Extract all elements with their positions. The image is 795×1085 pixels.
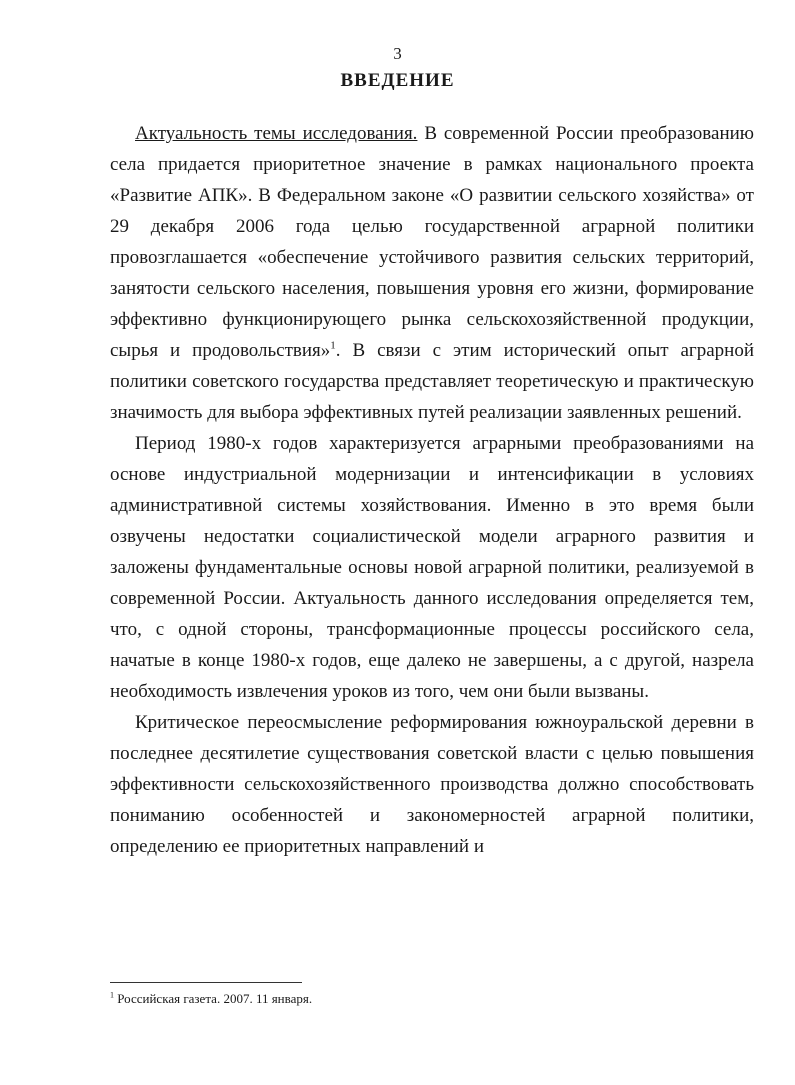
page-title: ВВЕДЕНИЕ: [340, 70, 455, 91]
paragraph-1-text-a: В современной России преобразованию села придается приоритетное значение в рамках национального проекта «Развитие АПК». В Федеральном законе «О развитии сельского хозяйства» от 29 декабря 2006 года целью государственной аграрной политики провозглашается «обеспечение устойчивого развития сельских территорий, занятости сельского населения, повышения уровня его жизни, формирование эффективно функционирующего рынка сельскохозяйственной продукции, сырья и продовольствия»: [110, 123, 754, 361]
paragraph-1: [110, 118, 754, 428]
paragraph-2: Период 1980-х годов характеризуется аграрными преобразованиями на основе индустриальной модернизации и интенсификации в условиях административной системы хозяйствования. Именно в это время были озвучены недостатки социалистической модели аграрного развития и заложены фундаментальные основы новой аграрной политики, реализуемой в современной России. Актуальность данного исследования определяется тем, что, с одной стороны, трансформационные процессы российского села, начатые в конце 1980-х годов, еще далеко не завершены, а с другой, назрела необходимость извлечения уроков из того, чем они были вызваны.: [110, 433, 754, 702]
footnote-mark: 1: [110, 990, 114, 1000]
paragraph-3: Критическое переосмысление реформирования южноуральской деревни в последнее десятилетие существования советской власти с целью повышения эффективности сельскохозяйственного производства должно способствовать пониманию особенностей и закономерностей аграрной политики, определению ее приоритетных направлений и: [110, 712, 754, 857]
paragraph-1-text-b: . В связи с этим исторический опыт аграрной политики советского государства представляет теоретическую и практическую значимость для выбора эффективных путей реализации заявленных решений.: [110, 340, 754, 423]
body-text: [110, 118, 754, 862]
footnote: [110, 991, 312, 1007]
footnote-divider: [110, 982, 302, 983]
footnote-text: Российская газета. 2007. 11 января.: [114, 991, 313, 1006]
footnote-ref: 1: [330, 339, 336, 352]
relevance-heading: Актуальность темы исследования.: [135, 123, 418, 144]
page-number: 3: [393, 44, 402, 63]
